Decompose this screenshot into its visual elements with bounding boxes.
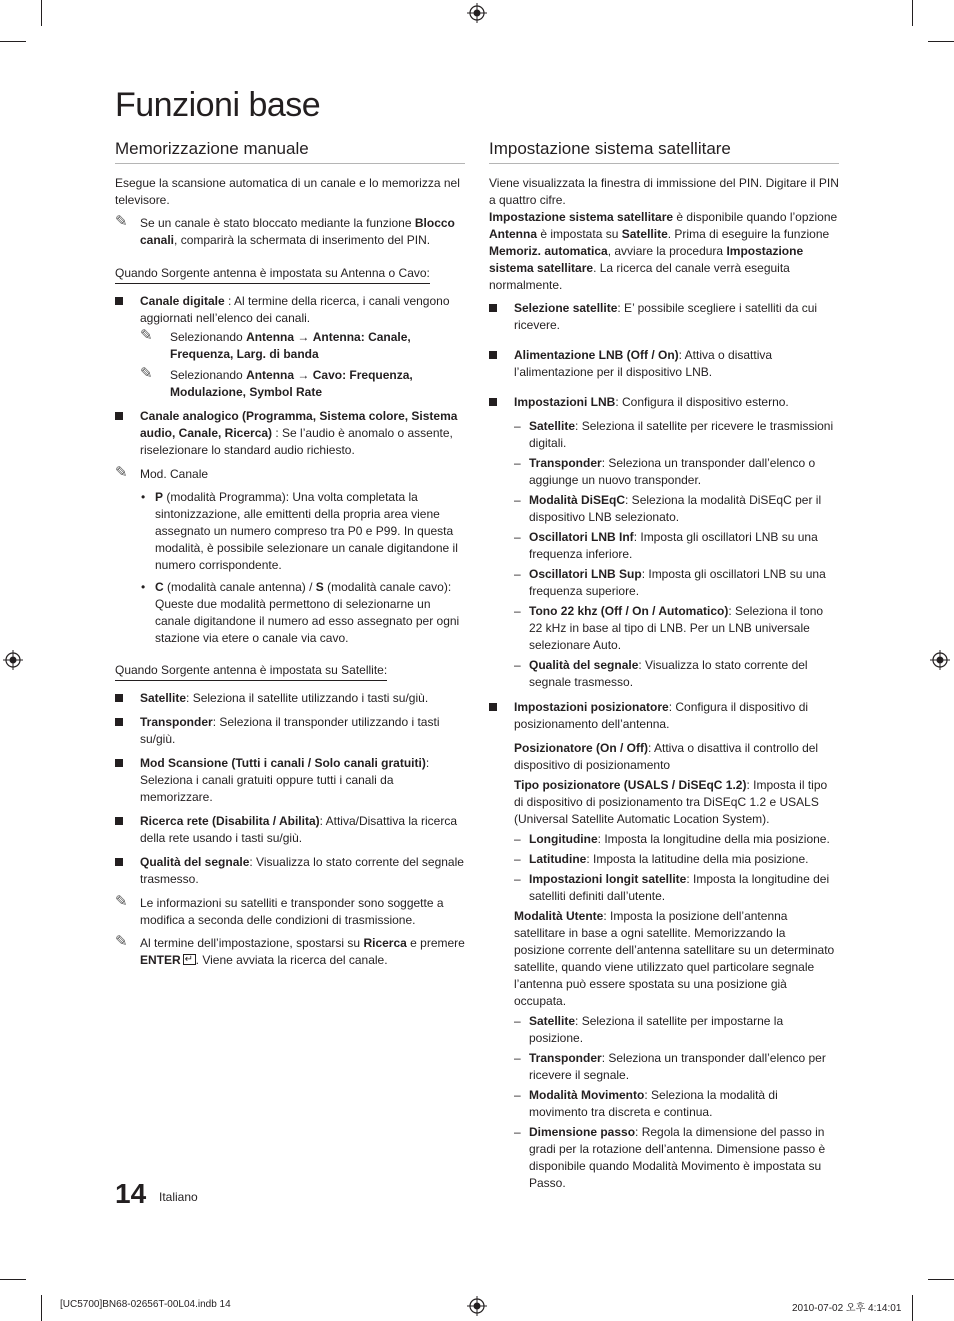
subheading-satellite: Quando Sorgente antenna è impostata su Satellite: (115, 662, 387, 681)
square-bullet-icon (115, 718, 123, 726)
list-item-lnb-settings: Impostazioni LNB: Configura il dispositivo esterno. (489, 394, 839, 411)
note-blocked-channel: ✎ Se un canale è stato bloccato mediante la funzione Blocco canali, comparirà la schermata di inserimento del PIN. (115, 213, 455, 247)
list-item-scan-mode: Mod Scansione (Tutti i canali / Solo canali gratuiti): Seleziona i canali gratuiti oppure tutti i canali da memorizzare. (115, 755, 465, 806)
dash-item-diseqc-mode: – Modalità DiSEqC: Seleziona la modalità DiSEqC per il dispositivo LNB selezionato. (514, 493, 822, 524)
dash-item-latitude: – Latitudine: Imposta la latitudine della mia posizione. (514, 852, 809, 866)
list-item-satellite: Satellite: Seleziona il satellite utilizzando i tasti su/giù. (115, 690, 465, 707)
page-title: Funzioni base (115, 86, 321, 124)
bullet-p-mode: • P (modalità Programma): Una volta completata la sintonizzazione, alle emittenti della propria area viene assegnato un numero compreso tra P0 e P99. In questa modalità, è possibile selezionare un canale digitandone il numero corrispondente. (141, 490, 458, 572)
section-title-satellite-system: Impostazione sistema satellitare (489, 138, 839, 164)
crop-mark (41, 0, 42, 26)
right-column (489, 138, 839, 1195)
pencil-note-icon: ✎ (115, 893, 128, 910)
left-column (115, 138, 465, 975)
registration-mark-icon (930, 650, 950, 670)
list-item-lnb-power: Alimentazione LNB (Off / On): Attiva o disattiva l’alimentazione per il dispositivo LNB. (489, 347, 839, 381)
print-slug-file: [UC5700]BN68-02656T-00L04.indb 14 (60, 1299, 231, 1310)
dot-bullet-icon: • (141, 580, 146, 594)
positioner-on-off: Posizionatore (On / Off): Attiva o disattiva il controllo del dispositivo di posizionamento (514, 741, 819, 772)
square-bullet-icon (115, 858, 123, 866)
dash-item-user-transponder: – Transponder: Seleziona un transponder dall’elenco per ricevere il segnale. (514, 1051, 826, 1082)
pencil-note-icon: ✎ (115, 933, 128, 950)
square-bullet-icon (115, 297, 123, 305)
square-bullet-icon (115, 694, 123, 702)
dash-item-lnb-low-osc: – Oscillatori LNB Inf: Imposta gli oscillatori LNB su una frequenza inferiore. (514, 530, 818, 561)
dash-item-lnb-transponder: – Transponder: Seleziona un transponder dall’elenco o aggiunge un nuovo transponder. (514, 456, 816, 487)
square-bullet-icon (489, 304, 497, 312)
pencil-note-icon: ✎ (115, 213, 128, 230)
crop-mark (0, 41, 26, 42)
crop-mark (928, 41, 954, 42)
list-item-transponder: Transponder: Seleziona il transponder utilizzando i tasti su/giù. (115, 714, 465, 748)
dash-item-movement-mode: – Modalità Movimento: Seleziona la modalità di movimento tra discreta e continua. (514, 1088, 778, 1119)
subnote-cable: ✎ Selezionando Antenna → Cavo: Frequenza, Modulazione, Symbol Rate (140, 365, 413, 399)
page-number: 14 (115, 1178, 147, 1209)
intro-pin-text: Viene visualizzata la finestra di immissione del PIN. Digitare il PIN a quattro cifre. (489, 176, 839, 207)
dash-item-signal-quality: – Qualità del segnale: Visualizza lo stato corrente del segnale trasmesso. (514, 658, 808, 689)
list-item-signal-quality: Qualità del segnale: Visualizza lo stato corrente del segnale trasmesso. (115, 854, 465, 888)
pencil-note-icon: ✎ (115, 464, 128, 481)
dash-item-22khz-tone: – Tono 22 khz (Off / On / Automatico): Seleziona il tono 22 kHz in base al tipo di LNB. Per un LNB universale selezionare Auto. (514, 604, 824, 652)
print-slug-date: 2010-07-02 오후 4:14:01 (792, 1303, 902, 1314)
pencil-note-icon: ✎ (140, 365, 153, 382)
registration-mark-icon (467, 3, 487, 23)
square-bullet-icon (115, 412, 123, 420)
subnote-antenna: ✎ Selezionando Antenna → Antenna: Canale, Frequenza, Larg. di banda (140, 327, 411, 361)
crop-mark (0, 1279, 26, 1280)
crop-mark (928, 1279, 954, 1280)
user-mode: Modalità Utente: Imposta la posizione dell’antenna satellitare in base a ogni satellite. Memorizzando la posizione corrente dell’antenna satellitare su un determinato satellite, quando viene utilizzato quel particolare segnale l’antenna può essere spostata su una posizione già occupata. (514, 909, 835, 1008)
pencil-note-icon: ✎ (140, 327, 153, 344)
dash-item-user-satellite: – Satellite: Seleziona il satellite per impostarne la posizione. (514, 1014, 784, 1045)
positioner-type: Tipo posizionatore (USALS / DiSEqC 1.2): Imposta il tipo di dispositivo di posizionamento tra DiSEqC 1.2 e USALS (Universal Satellite Automatic Location System). (514, 778, 828, 826)
dash-item-longitude: – Longitudine: Imposta la longitudine della mia posizione. (514, 832, 830, 846)
dash-item-step-size: – Dimensione passo: Regola la dimensione del passo in gradi per la rotazione dell’antenna. Dimensione passo è disponibile quando Modalità Movimento è impostata su Passo. (514, 1125, 826, 1190)
square-bullet-icon (489, 351, 497, 359)
intro-availability-text: Impostazione sistema satellitare è disponibile quando l’opzione Antenna è impostata su Satellite. Prima di eseguire la funzione Memoriz. automatica, avviare la procedura Impostazione sistema satellitare. La ricerca del canale verrà eseguita normalmente. (489, 210, 838, 292)
list-item-digital-channel: Canale digitale : Al termine della ricerca, i canali vengono aggiornati nell’elenco dei canali. ✎ Selezionando Antenna → Antenna: Canale, Frequenza, Larg. di banda ✎ Selezionando Antenna → Cavo: Frequenza, Modulazione, Symbol Rate (115, 293, 465, 401)
registration-mark-icon (3, 650, 23, 670)
note-satellite-info: ✎ Le informazioni su satelliti e transponder sono soggette a modifica a seconda delle condizioni di trasmissione. (115, 893, 444, 927)
crop-mark (41, 1295, 42, 1321)
note-end-setup: ✎ Al termine dell’impostazione, spostarsi su Ricerca e premere ENTER↵ . Viene avviata la ricerca del canale. (115, 935, 465, 969)
registration-mark-icon (467, 1296, 487, 1316)
section-title-manual-store: Memorizzazione manuale (115, 138, 465, 164)
list-item-network-search: Ricerca rete (Disabilita / Abilita): Attiva/Disattiva la ricerca della rete usando i tasti su/giù. (115, 813, 465, 847)
bullet-c-s-mode: • C (modalità canale antenna) / S (modalità canale cavo): Queste due modalità permettono di selezionarne un canale digitandone il numero ad esso assegnato per ogni stazione via etere o canale via cavo. (141, 580, 460, 645)
crop-mark (912, 1295, 913, 1321)
list-item-satellite-selection: Selezione satellite: E’ possibile scegliere i satelliti da cui ricevere. (489, 300, 839, 334)
dot-bullet-icon: • (141, 490, 146, 504)
dash-item-lnb-high-osc: – Oscillatori LNB Sup: Imposta gli oscillatori LNB su una frequenza superiore. (514, 567, 826, 598)
enter-key-icon (183, 954, 196, 965)
note-channel-mode: ✎ Mod. Canale (115, 464, 209, 481)
list-item-positioner-settings: Impostazioni posizionatore: Configura il dispositivo di posizionamento dell’antenna. (489, 699, 839, 733)
footer-language: Italiano (159, 1190, 198, 1204)
square-bullet-icon (115, 817, 123, 825)
dash-item-satellite-longitude: – Impostazioni longit satellite: Imposta la longitudine dei satelliti definiti dall’utente. (514, 872, 830, 903)
crop-mark (912, 0, 913, 26)
list-item-analog-channel: Canale analogico (Programma, Sistema colore, Sistema audio, Canale, Ricerca) : Se l’audio è anomalo o assente, riselezionare lo standard audio richiesto. (115, 408, 465, 459)
intro-text: Esegue la scansione automatica di un canale e lo memorizza nel televisore. (115, 176, 460, 207)
square-bullet-icon (489, 398, 497, 406)
dash-item-lnb-satellite: – Satellite: Seleziona il satellite per ricevere le trasmissioni digitali. (514, 419, 834, 450)
square-bullet-icon (115, 759, 123, 767)
subheading-antenna-cable: Quando Sorgente antenna è impostata su Antenna o Cavo: (115, 265, 430, 284)
square-bullet-icon (489, 703, 497, 711)
